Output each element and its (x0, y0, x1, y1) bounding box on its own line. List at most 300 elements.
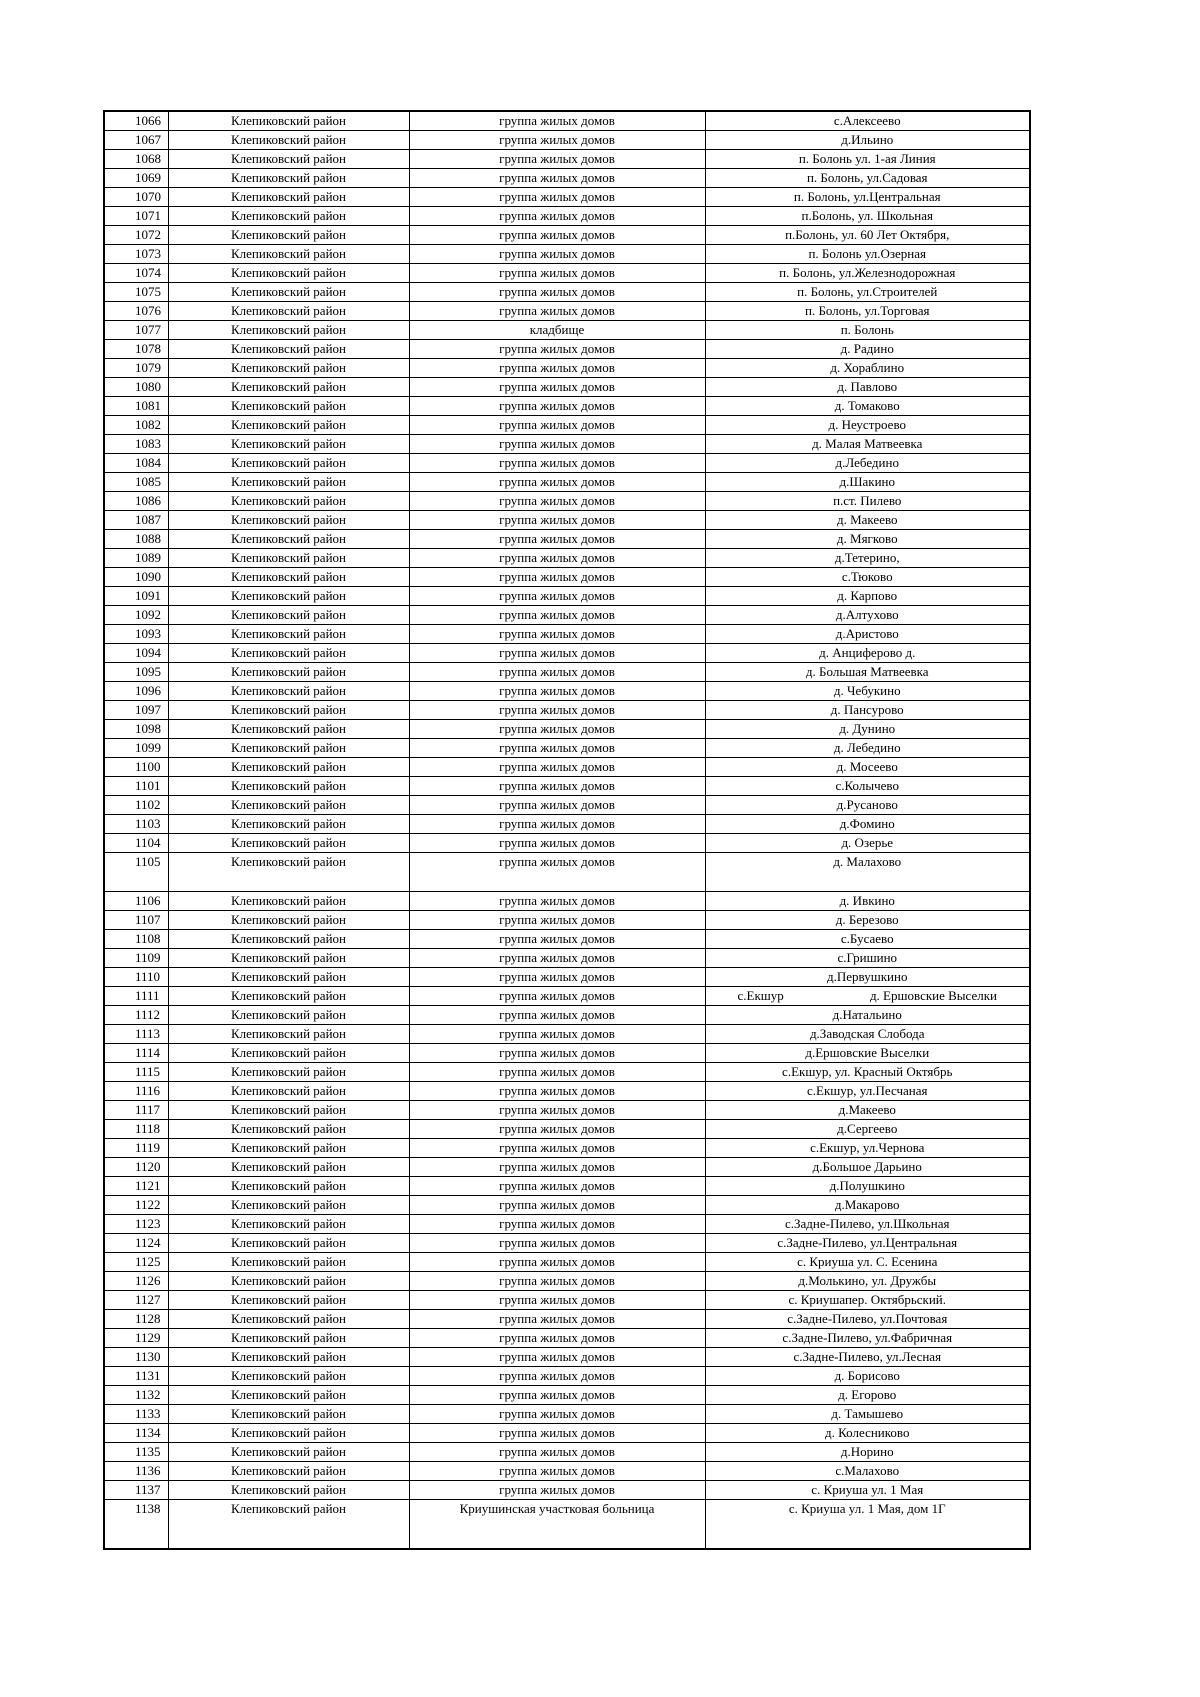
table-row (104, 1215, 1030, 1234)
district-cell: Клепиковский район (168, 663, 409, 682)
object-type-cell: группа жилых домов (409, 1120, 705, 1139)
object-type-cell: группа жилых домов (409, 1386, 705, 1405)
table-row (104, 435, 1030, 454)
row-number: 1084 (104, 454, 168, 473)
location-cell: с.Тюково (705, 568, 1030, 587)
object-type-cell: группа жилых домов (409, 302, 705, 321)
district-cell: Клепиковский район (168, 815, 409, 834)
table-row (104, 492, 1030, 511)
district-cell: Клепиковский район (168, 682, 409, 701)
table-row (104, 644, 1030, 663)
row-number: 1070 (104, 188, 168, 207)
location-cell: д.Тетерино, (705, 549, 1030, 568)
district-cell: Клепиковский район (168, 1177, 409, 1196)
table-row (104, 606, 1030, 625)
district-cell: Клепиковский район (168, 1006, 409, 1025)
district-cell: Клепиковский район (168, 435, 409, 454)
location-cell: д. Макеево (705, 511, 1030, 530)
location-cell: д. Карпово (705, 587, 1030, 606)
row-number: 1081 (104, 397, 168, 416)
object-type-cell: группа жилых домов (409, 473, 705, 492)
table-row (104, 1424, 1030, 1443)
row-number: 1090 (104, 568, 168, 587)
table-row (104, 568, 1030, 587)
row-number: 1113 (104, 1025, 168, 1044)
table-row (104, 397, 1030, 416)
location-cell: п. Болонь ул.Озерная (705, 245, 1030, 264)
district-cell: Клепиковский район (168, 1367, 409, 1386)
row-number: 1127 (104, 1291, 168, 1310)
district-cell: Клепиковский район (168, 1462, 409, 1481)
table-row (104, 1367, 1030, 1386)
object-type-cell: группа жилых домов (409, 150, 705, 169)
object-type-cell: группа жилых домов (409, 777, 705, 796)
location-cell: с.Екшур, ул. Красный Октябрь (705, 1063, 1030, 1082)
table-row (104, 1310, 1030, 1329)
row-number: 1116 (104, 1082, 168, 1101)
row-number: 1138 (104, 1500, 168, 1550)
object-type-cell: группа жилых домов (409, 1177, 705, 1196)
row-number: 1115 (104, 1063, 168, 1082)
location-cell: д. Озерье (705, 834, 1030, 853)
settlements-table (103, 110, 1031, 1550)
location-cell: с.Задне-Пилево, ул.Школьная (705, 1215, 1030, 1234)
location-cell: с.Екшур, ул.Чернова (705, 1139, 1030, 1158)
object-type-cell: группа жилых домов (409, 796, 705, 815)
row-number: 1126 (104, 1272, 168, 1291)
location-cell: д.Натальино (705, 1006, 1030, 1025)
row-number: 1097 (104, 701, 168, 720)
row-number: 1087 (104, 511, 168, 530)
location-cell: д. Неустроево (705, 416, 1030, 435)
table-row (104, 1120, 1030, 1139)
location-cell: с.Задне-Пилево, ул.Центральная (705, 1234, 1030, 1253)
row-number: 1118 (104, 1120, 168, 1139)
location-cell: д. Мосеево (705, 758, 1030, 777)
row-number: 1123 (104, 1215, 168, 1234)
row-number: 1120 (104, 1158, 168, 1177)
row-number: 1088 (104, 530, 168, 549)
district-cell: Клепиковский район (168, 587, 409, 606)
row-number: 1117 (104, 1101, 168, 1120)
table-row (104, 264, 1030, 283)
location-cell: д.Молькино, ул. Дружбы (705, 1272, 1030, 1291)
district-cell: Клепиковский район (168, 397, 409, 416)
location-cell: п. Болонь ул. 1-ая Линия (705, 150, 1030, 169)
table-row (104, 796, 1030, 815)
location-cell: д.Лебедино (705, 454, 1030, 473)
table-row (104, 1329, 1030, 1348)
location-cell: с. Криуша ул. С. Есенина (705, 1253, 1030, 1272)
object-type-cell: группа жилых домов (409, 758, 705, 777)
table-row (104, 169, 1030, 188)
object-type-cell: группа жилых домов (409, 1101, 705, 1120)
object-type-cell: группа жилых домов (409, 968, 705, 987)
row-number: 1104 (104, 834, 168, 853)
row-number: 1122 (104, 1196, 168, 1215)
district-cell: Клепиковский район (168, 968, 409, 987)
district-cell: Клепиковский район (168, 188, 409, 207)
row-number: 1128 (104, 1310, 168, 1329)
object-type-cell: группа жилых домов (409, 492, 705, 511)
table-row (104, 1158, 1030, 1177)
object-type-cell: группа жилых домов (409, 1424, 705, 1443)
location-cell: д. Березово (705, 911, 1030, 930)
row-number: 1073 (104, 245, 168, 264)
object-type-cell: группа жилых домов (409, 264, 705, 283)
object-type-cell: кладбище (409, 321, 705, 340)
row-number: 1101 (104, 777, 168, 796)
location-cell: с. Криуша ул. 1 Мая (705, 1481, 1030, 1500)
location-cell: д. Ивкино (705, 892, 1030, 911)
table-row (104, 1348, 1030, 1367)
table-row (104, 1462, 1030, 1481)
object-type-cell: группа жилых домов (409, 1158, 705, 1177)
object-type-cell: группа жилых домов (409, 1044, 705, 1063)
district-cell: Клепиковский район (168, 378, 409, 397)
table-row (104, 188, 1030, 207)
district-cell: Клепиковский район (168, 701, 409, 720)
table-row (104, 682, 1030, 701)
location-cell: д.Макарово (705, 1196, 1030, 1215)
district-cell: Клепиковский район (168, 492, 409, 511)
table-row (104, 987, 1030, 1006)
table-row (104, 834, 1030, 853)
district-cell: Клепиковский район (168, 1234, 409, 1253)
location-cell: с.Колычево (705, 777, 1030, 796)
object-type-cell: группа жилых домов (409, 1348, 705, 1367)
object-type-cell: группа жилых домов (409, 530, 705, 549)
row-number: 1075 (104, 283, 168, 302)
location-cell: д. Тамышево (705, 1405, 1030, 1424)
location-cell: д. Большая Матвеевка (705, 663, 1030, 682)
district-cell: Клепиковский район (168, 169, 409, 188)
location-cell: д.Ершовские Выселки (705, 1044, 1030, 1063)
row-number: 1124 (104, 1234, 168, 1253)
district-cell: Клепиковский район (168, 1443, 409, 1462)
row-number: 1086 (104, 492, 168, 511)
row-number: 1091 (104, 587, 168, 606)
object-type-cell: группа жилых домов (409, 245, 705, 264)
district-cell: Клепиковский район (168, 1063, 409, 1082)
location-cell: с.Задне-Пилево, ул.Фабричная (705, 1329, 1030, 1348)
row-number: 1095 (104, 663, 168, 682)
row-number: 1111 (104, 987, 168, 1006)
district-cell: Клепиковский район (168, 1386, 409, 1405)
district-cell: Клепиковский район (168, 1101, 409, 1120)
location-cell: д.Заводская Слобода (705, 1025, 1030, 1044)
location-cell: д. Чебукино (705, 682, 1030, 701)
row-number: 1078 (104, 340, 168, 359)
object-type-cell: группа жилых домов (409, 587, 705, 606)
table-row (104, 1063, 1030, 1082)
object-type-cell: группа жилых домов (409, 435, 705, 454)
district-cell: Клепиковский район (168, 1481, 409, 1500)
district-cell: Клепиковский район (168, 340, 409, 359)
table-row (104, 302, 1030, 321)
object-type-cell: группа жилых домов (409, 511, 705, 530)
location-cell: с.Гришино (705, 949, 1030, 968)
district-cell: Клепиковский район (168, 1424, 409, 1443)
row-number: 1119 (104, 1139, 168, 1158)
table-row (104, 1481, 1030, 1500)
row-number: 1092 (104, 606, 168, 625)
table-row (104, 321, 1030, 340)
object-type-cell: группа жилых домов (409, 1139, 705, 1158)
location-cell: п.Болонь, ул. 60 Лет Октября, (705, 226, 1030, 245)
district-cell: Клепиковский район (168, 283, 409, 302)
location-cell: д. Мягково (705, 530, 1030, 549)
location-cell: п. Болонь, ул.Строителей (705, 283, 1030, 302)
district-cell: Клепиковский район (168, 758, 409, 777)
object-type-cell: группа жилых домов (409, 815, 705, 834)
location-cell: п.ст. Пилево (705, 492, 1030, 511)
district-cell: Клепиковский район (168, 359, 409, 378)
row-number: 1079 (104, 359, 168, 378)
location-cell: д. Колесниково (705, 1424, 1030, 1443)
object-type-cell: группа жилых домов (409, 1367, 705, 1386)
object-type-cell: группа жилых домов (409, 1405, 705, 1424)
row-number: 1106 (104, 892, 168, 911)
district-cell: Клепиковский район (168, 930, 409, 949)
location-cell: с. Криуша ул. 1 Мая, дом 1Г (705, 1500, 1030, 1550)
object-type-cell: группа жилых домов (409, 1253, 705, 1272)
object-type-cell: группа жилых домов (409, 1196, 705, 1215)
district-cell: Клепиковский район (168, 245, 409, 264)
table-row (104, 1139, 1030, 1158)
object-type-cell: группа жилых домов (409, 111, 705, 131)
table-row (104, 1253, 1030, 1272)
object-type-cell: группа жилых домов (409, 454, 705, 473)
table-row (104, 1272, 1030, 1291)
object-type-cell: группа жилых домов (409, 1481, 705, 1500)
row-number: 1135 (104, 1443, 168, 1462)
district-cell: Клепиковский район (168, 131, 409, 150)
object-type-cell: группа жилых домов (409, 378, 705, 397)
object-type-cell: группа жилых домов (409, 1082, 705, 1101)
row-number: 1129 (104, 1329, 168, 1348)
district-cell: Клепиковский район (168, 321, 409, 340)
table-row (104, 1234, 1030, 1253)
table-row (104, 930, 1030, 949)
district-cell: Клепиковский район (168, 568, 409, 587)
location-cell: д. Анциферово д. (705, 644, 1030, 663)
object-type-cell: группа жилых домов (409, 987, 705, 1006)
table-row (104, 758, 1030, 777)
row-number: 1107 (104, 911, 168, 930)
object-type-cell: группа жилых домов (409, 169, 705, 188)
district-cell: Клепиковский район (168, 473, 409, 492)
location-cell: д. Малахово (705, 853, 1030, 892)
district-cell: Клепиковский район (168, 720, 409, 739)
object-type-cell: группа жилых домов (409, 359, 705, 378)
object-type-cell: группа жилых домов (409, 131, 705, 150)
location-cell: д. Лебедино (705, 739, 1030, 758)
row-number: 1125 (104, 1253, 168, 1272)
district-cell: Клепиковский район (168, 111, 409, 131)
district-cell: Клепиковский район (168, 226, 409, 245)
location-cell: п. Болонь, ул.Торговая (705, 302, 1030, 321)
table-row (104, 1196, 1030, 1215)
table-row (104, 1044, 1030, 1063)
table-row (104, 416, 1030, 435)
district-cell: Клепиковский район (168, 1405, 409, 1424)
table-row (104, 949, 1030, 968)
object-type-cell: группа жилых домов (409, 625, 705, 644)
location-cell: д. Дунино (705, 720, 1030, 739)
row-number: 1103 (104, 815, 168, 834)
location-cell: д.Алтухово (705, 606, 1030, 625)
table-row (104, 1291, 1030, 1310)
row-number: 1072 (104, 226, 168, 245)
row-number: 1121 (104, 1177, 168, 1196)
table-row (104, 739, 1030, 758)
row-number: 1114 (104, 1044, 168, 1063)
row-number: 1083 (104, 435, 168, 454)
district-cell: Клепиковский район (168, 625, 409, 644)
row-number: 1089 (104, 549, 168, 568)
row-number: 1094 (104, 644, 168, 663)
row-number: 1102 (104, 796, 168, 815)
district-cell: Клепиковский район (168, 1025, 409, 1044)
district-cell: Клепиковский район (168, 1082, 409, 1101)
district-cell: Клепиковский район (168, 207, 409, 226)
object-type-cell: группа жилых домов (409, 1462, 705, 1481)
object-type-cell: группа жилых домов (409, 663, 705, 682)
object-type-cell: группа жилых домов (409, 1291, 705, 1310)
object-type-cell: группа жилых домов (409, 644, 705, 663)
district-cell: Клепиковский район (168, 530, 409, 549)
location-cell: п. Болонь (705, 321, 1030, 340)
district-cell: Клепиковский район (168, 644, 409, 663)
location-cell: д.Первушкино (705, 968, 1030, 987)
district-cell: Клепиковский район (168, 454, 409, 473)
location-cell: с.Екшур, ул.Песчаная (705, 1082, 1030, 1101)
table-row (104, 1082, 1030, 1101)
location-cell: д. Радино (705, 340, 1030, 359)
district-cell: Клепиковский район (168, 416, 409, 435)
table-row (104, 1025, 1030, 1044)
row-number: 1109 (104, 949, 168, 968)
table-row (104, 892, 1030, 911)
location-cell: с.Задне-Пилево, ул.Лесная (705, 1348, 1030, 1367)
object-type-cell: группа жилых домов (409, 549, 705, 568)
location-cell: с.Задне-Пилево, ул.Почтовая (705, 1310, 1030, 1329)
district-cell: Клепиковский район (168, 949, 409, 968)
row-number: 1074 (104, 264, 168, 283)
location-cell: д. Хораблино (705, 359, 1030, 378)
table-row (104, 1500, 1030, 1550)
location-cell: д.Шакино (705, 473, 1030, 492)
table-row (104, 720, 1030, 739)
location-cell: с.Алексеево (705, 111, 1030, 131)
district-cell: Клепиковский район (168, 302, 409, 321)
row-number: 1099 (104, 739, 168, 758)
district-cell: Клепиковский район (168, 1310, 409, 1329)
row-number: 1112 (104, 1006, 168, 1025)
row-number: 1100 (104, 758, 168, 777)
table-row (104, 226, 1030, 245)
object-type-cell: группа жилых домов (409, 853, 705, 892)
row-number: 1093 (104, 625, 168, 644)
district-cell: Клепиковский район (168, 796, 409, 815)
table-row (104, 1405, 1030, 1424)
district-cell: Клепиковский район (168, 987, 409, 1006)
district-cell: Клепиковский район (168, 911, 409, 930)
table-row (104, 1177, 1030, 1196)
table-row (104, 1101, 1030, 1120)
row-number: 1096 (104, 682, 168, 701)
location-cell: д.Большое Дарьино (705, 1158, 1030, 1177)
object-type-cell: группа жилых домов (409, 397, 705, 416)
location-cell: п. Болонь, ул.Садовая (705, 169, 1030, 188)
table-row (104, 1443, 1030, 1462)
location-primary: с.Екшур (737, 988, 784, 1003)
table-row (104, 911, 1030, 930)
table-row (104, 473, 1030, 492)
table-row (104, 1006, 1030, 1025)
row-number: 1133 (104, 1405, 168, 1424)
location-cell: п. Болонь, ул.Железнодорожная (705, 264, 1030, 283)
location-cell: д. Пансурово (705, 701, 1030, 720)
table-body (104, 111, 1030, 1549)
location-cell: д.Норино (705, 1443, 1030, 1462)
table-row (104, 625, 1030, 644)
row-number: 1134 (104, 1424, 168, 1443)
table-row (104, 701, 1030, 720)
location-cell: д.Сергеево (705, 1120, 1030, 1139)
object-type-cell: группа жилых домов (409, 1329, 705, 1348)
row-number: 1130 (104, 1348, 168, 1367)
object-type-cell: группа жилых домов (409, 568, 705, 587)
object-type-cell: группа жилых домов (409, 1006, 705, 1025)
object-type-cell: группа жилых домов (409, 720, 705, 739)
location-cell: п.Болонь, ул. Школьная (705, 207, 1030, 226)
table-row (104, 359, 1030, 378)
object-type-cell: группа жилых домов (409, 207, 705, 226)
object-type-cell: группа жилых домов (409, 1025, 705, 1044)
district-cell: Клепиковский район (168, 739, 409, 758)
location-cell (705, 987, 1030, 1006)
object-type-cell: группа жилых домов (409, 682, 705, 701)
location-cell: д.Ильино (705, 131, 1030, 150)
district-cell: Клепиковский район (168, 511, 409, 530)
object-type-cell: группа жилых домов (409, 739, 705, 758)
table-row (104, 663, 1030, 682)
table-row (104, 530, 1030, 549)
location-secondary: д. Ершовские Выселки (869, 988, 997, 1003)
district-cell: Клепиковский район (168, 1348, 409, 1367)
table-row (104, 207, 1030, 226)
object-type-cell: группа жилых домов (409, 226, 705, 245)
table-row (104, 777, 1030, 796)
row-number: 1077 (104, 321, 168, 340)
object-type-cell: группа жилых домов (409, 416, 705, 435)
district-cell: Клепиковский район (168, 1215, 409, 1234)
location-cell: д. Егорово (705, 1386, 1030, 1405)
location-cell: д.Макеево (705, 1101, 1030, 1120)
table-row (104, 378, 1030, 397)
row-number: 1108 (104, 930, 168, 949)
object-type-cell: группа жилых домов (409, 1310, 705, 1329)
district-cell: Клепиковский район (168, 264, 409, 283)
district-cell: Клепиковский район (168, 1329, 409, 1348)
table-row (104, 454, 1030, 473)
row-number: 1068 (104, 150, 168, 169)
object-type-cell: группа жилых домов (409, 1063, 705, 1082)
table-row (104, 340, 1030, 359)
district-cell: Клепиковский район (168, 150, 409, 169)
